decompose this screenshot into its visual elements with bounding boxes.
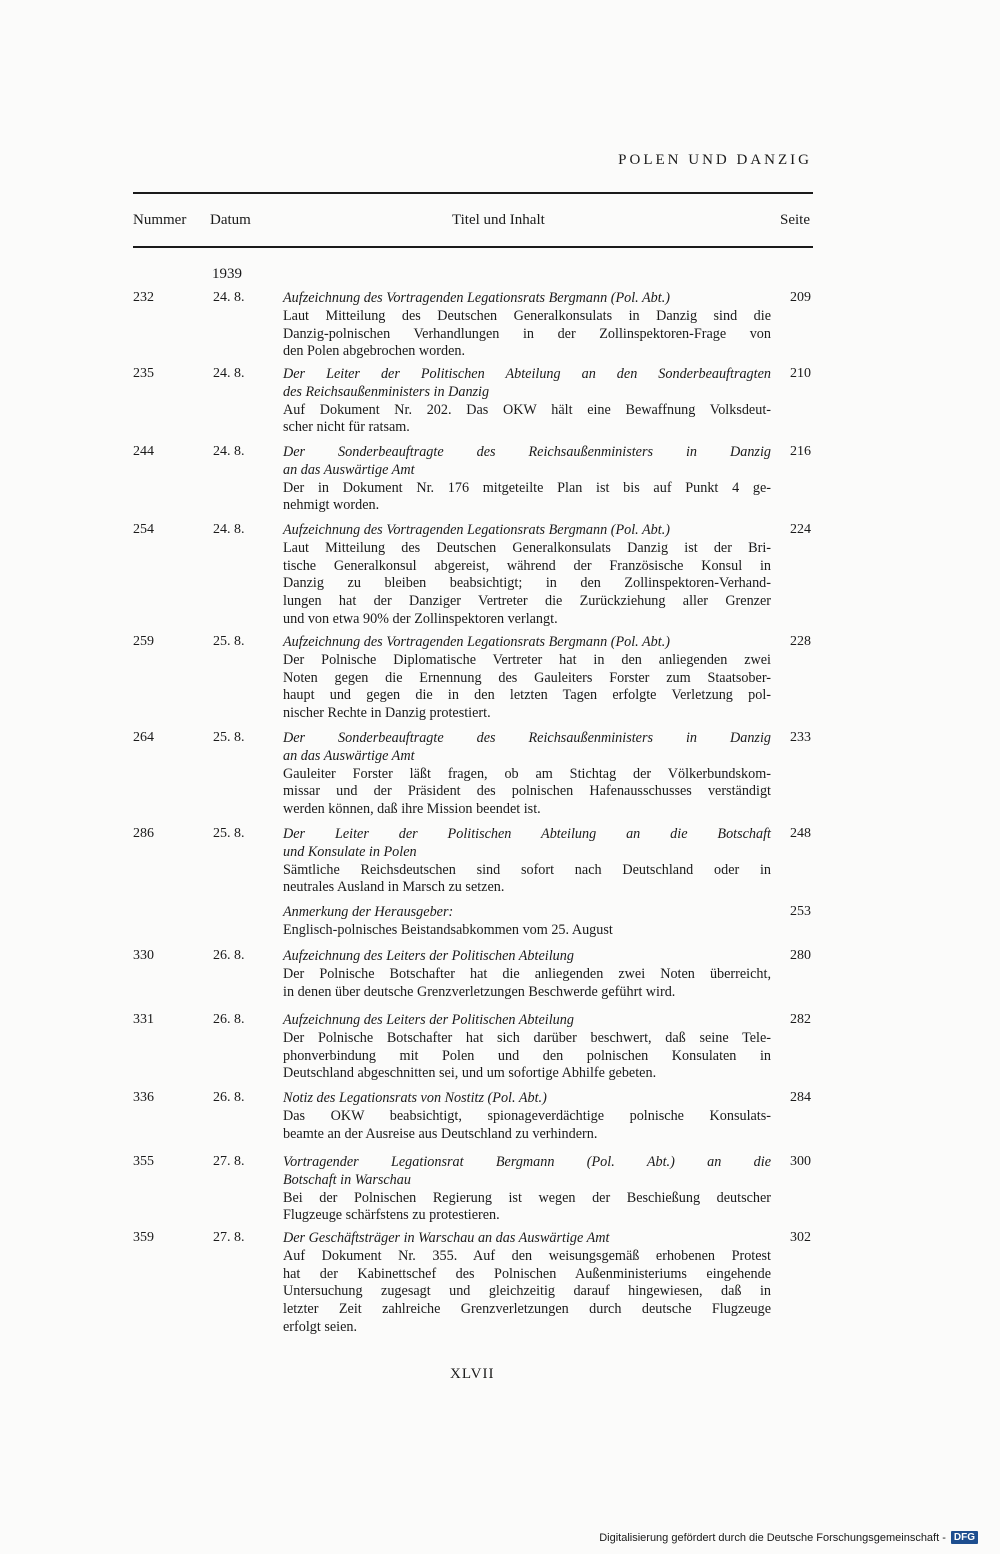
entry-summary (283, 862, 771, 898)
entry-summary-line: Das OKW beabsichtigt, spionageverdächtige polnische Konsulats- (283, 1107, 771, 1124)
entry-page: 233 (790, 730, 811, 745)
entry-title-line: an das Auswärtige Amt (283, 461, 415, 478)
entry-body (283, 826, 771, 897)
entry-date: 25. 8. (213, 730, 245, 745)
entry-body (283, 1154, 771, 1225)
entry-page: 253 (790, 904, 811, 919)
entry-title-line: Aufzeichnung des Leiters der Politischen Abteilung (283, 1012, 574, 1028)
entry-title-line: und Konsulate in Polen (283, 843, 417, 860)
entry-summary-line: nehmigt worden. (283, 497, 380, 514)
entry-title (283, 634, 771, 652)
entry-body (283, 522, 771, 629)
entry-number: 244 (133, 444, 154, 459)
entry-title (283, 1154, 771, 1190)
entry-summary-line: Der Polnische Diplomatische Vertreter hat in den anliegenden zwei (283, 651, 771, 668)
entry-title (283, 444, 771, 480)
entry-summary-line: tische Generalkonsul abgereist, während der Französische Konsul in (283, 557, 771, 574)
entry-body (283, 634, 771, 723)
entry-date: 27. 8. (213, 1230, 245, 1245)
entry-summary (283, 1248, 771, 1337)
entry-body (283, 948, 771, 1001)
year-label: 1939 (212, 266, 242, 282)
entry-summary-line: in denen über deutsche Grenzverletzungen Beschwerde geführt wird. (283, 983, 676, 1000)
header-rule-bottom (133, 246, 813, 248)
column-header-page: Seite (780, 212, 810, 228)
entry-title-line: an das Auswärtige Amt (283, 747, 415, 764)
entry-date: 24. 8. (213, 290, 245, 305)
entry-number: 359 (133, 1230, 154, 1245)
entry-summary-line: Untersuchung zugesagt und gleichzeitig darauf hingewiesen, daß in (283, 1283, 771, 1300)
entry-number: 330 (133, 948, 154, 963)
entry-title-line: des Reichsaußenministers in Danzig (283, 383, 490, 400)
entry-title (283, 366, 771, 402)
entry-date: 26. 8. (213, 1012, 245, 1027)
entry-number: 355 (133, 1154, 154, 1169)
entry-summary (283, 922, 771, 940)
entry-summary-line: neutrales Ausland in Marsch zu setzen. (283, 879, 505, 896)
entry-summary-line: nischer Rechte in Danzig protestiert. (283, 705, 491, 722)
entry-number: 232 (133, 290, 154, 305)
entry-page: 209 (790, 290, 811, 305)
entry-number: 259 (133, 634, 154, 649)
entry-summary-line: Noten gegen die Ernennung des Gauleiters Forster zum Staatsober- (283, 669, 771, 686)
entry-summary-line: Auf Dokument Nr. 202. Das OKW hält eine Bewaffnung Volksdeut- (283, 401, 771, 418)
header-rule-top (133, 192, 813, 194)
entry-page: 280 (790, 948, 811, 963)
entry-page: 248 (790, 826, 811, 841)
entry-title-line: Anmerkung der Herausgeber: (283, 904, 454, 920)
entry-title (283, 730, 771, 766)
entry-summary-line: Der in Dokument Nr. 176 mitgeteilte Plan ist bis auf Punkt 4 ge- (283, 479, 771, 496)
entry-title-line: Aufzeichnung des Vortragenden Legationsrats Bergmann (Pol. Abt.) (283, 634, 670, 650)
entry-title-line: Botschaft in Warschau (283, 1171, 411, 1188)
footer-text: Digitalisierung gefördert durch die Deutsche Forschungsgemeinschaft - (599, 1531, 946, 1544)
entry-summary-line: erfolgt seien. (283, 1318, 358, 1335)
entry-summary-line: Auf Dokument Nr. 355. Auf den weisungsgemäß erhobenen Protest (283, 1247, 771, 1264)
entry-body (283, 904, 771, 940)
entry-page: 282 (790, 1012, 811, 1027)
digitization-footer (599, 1531, 978, 1544)
entry-body (283, 1090, 771, 1143)
running-head: POLEN UND DANZIG (618, 152, 812, 168)
entry-number: 331 (133, 1012, 154, 1027)
entry-summary (283, 1030, 771, 1083)
entry-date: 24. 8. (213, 366, 245, 381)
entry-summary-line: werden können, daß ihre Mission beendet ist. (283, 801, 541, 818)
entry-summary-line: Der Polnische Botschafter hat sich darüber beschwert, daß seine Tele- (283, 1029, 771, 1046)
entry-summary-line: Deutschland abgeschnitten sei, und um sofortige Abhilfe gebeten. (283, 1065, 657, 1082)
entry-summary (283, 966, 771, 1002)
column-header-date: Datum (210, 212, 251, 228)
entry-summary-line: hat der Kabinettschef des Polnischen Außenministeriums eingehende (283, 1265, 771, 1282)
entry-summary-line: Sämtliche Reichsdeutschen sind sofort nach Deutschland oder in (283, 861, 771, 878)
entry-summary-line: Laut Mitteilung des Deutschen Generalkonsulats in Danzig sind die (283, 307, 771, 324)
entry-body (283, 1012, 771, 1083)
entry-date: 27. 8. (213, 1154, 245, 1169)
entry-title-line: Vortragender Legationsrat Bergmann (Pol. Abt.) an die (283, 1154, 771, 1170)
entry-summary (283, 540, 771, 629)
entry-title-line: Aufzeichnung des Vortragenden Legationsrats Bergmann (Pol. Abt.) (283, 522, 670, 538)
entry-page: 210 (790, 366, 811, 381)
entry-summary (283, 652, 771, 723)
entry-summary-line: Flugzeuge schärfstens zu protestieren. (283, 1207, 500, 1224)
entry-date: 24. 8. (213, 444, 245, 459)
entry-page: 302 (790, 1230, 811, 1245)
entry-summary-line: Gauleiter Forster läßt fragen, ob am Stichtag der Völkerbundskom- (283, 765, 771, 782)
entry-number: 264 (133, 730, 154, 745)
entry-summary-line: beamte an der Ausreise aus Deutschland zu verhindern. (283, 1125, 598, 1142)
entry-summary-line: Bei der Polnischen Regierung ist wegen der Beschießung deutscher (283, 1189, 771, 1206)
entry-summary-line: phonverbindung mit Polen und den polnischen Konsulaten in (283, 1047, 771, 1064)
page-folio: XLVII (450, 1366, 495, 1382)
entry-number: 254 (133, 522, 154, 537)
entry-summary-line: Laut Mitteilung des Deutschen Generalkonsulats Danzig ist der Bri- (283, 539, 771, 556)
entry-date: 25. 8. (213, 826, 245, 841)
entry-summary-line: letzter Zeit zahlreiche Grenzverletzungen durch deutsche Flugzeuge (283, 1301, 771, 1318)
entry-summary-line: missar und der Präsident des polnischen Hafenausschusses verständigt (283, 783, 771, 800)
entry-title-line: Der Geschäftsträger in Warschau an das Auswärtige Amt (283, 1230, 610, 1246)
column-header-number: Nummer (133, 212, 187, 228)
entry-page: 284 (790, 1090, 811, 1105)
entry-body (283, 290, 771, 361)
entry-title-line: Aufzeichnung des Leiters der Politischen Abteilung (283, 948, 574, 964)
entry-title (283, 1090, 771, 1108)
entry-date: 26. 8. (213, 948, 245, 963)
entry-body (283, 1230, 771, 1337)
dfg-logo: DFG (951, 1531, 978, 1544)
entry-body (283, 444, 771, 515)
entry-page: 224 (790, 522, 811, 537)
entry-title-line: Der Sonderbeauftragte des Reichsaußenministers in Danzig (283, 444, 771, 460)
entry-title (283, 826, 771, 862)
entry-summary-line: den Polen abgebrochen worden. (283, 343, 466, 360)
entry-summary (283, 402, 771, 438)
entry-summary (283, 1190, 771, 1226)
entry-page: 300 (790, 1154, 811, 1169)
entry-title (283, 1012, 771, 1030)
entry-number: 235 (133, 366, 154, 381)
entry-title-line: Notiz des Legationsrats von Nostitz (Pol. Abt.) (283, 1090, 547, 1106)
entry-summary (283, 308, 771, 361)
entry-number: 336 (133, 1090, 154, 1105)
entry-title-line: Der Leiter der Politischen Abteilung an die Botschaft (283, 826, 771, 842)
entry-date: 25. 8. (213, 634, 245, 649)
entry-page: 216 (790, 444, 811, 459)
entry-summary-line: Der Polnische Botschafter hat die anliegenden zwei Noten überreicht, (283, 965, 771, 982)
entry-date: 26. 8. (213, 1090, 245, 1105)
entry-number: 286 (133, 826, 154, 841)
entry-summary (283, 1108, 771, 1144)
entry-page: 228 (790, 634, 811, 649)
entry-body (283, 366, 771, 437)
entry-date: 24. 8. (213, 522, 245, 537)
entry-summary-line: haupt und gegen die in den letzten Tagen erfolgte Verletzung pol- (283, 687, 771, 704)
entry-title (283, 522, 771, 540)
entry-title (283, 290, 771, 308)
entry-body (283, 730, 771, 819)
entry-summary-line: lungen hat der Danziger Vertreter die Zurückziehung aller Grenzer (283, 593, 771, 610)
entry-summary (283, 766, 771, 819)
entry-summary-line: Englisch-polnisches Beistandsabkommen vom 25. August (283, 921, 613, 938)
entry-title (283, 948, 771, 966)
entry-title-line: Der Leiter der Politischen Abteilung an den Sonderbeauftragten (283, 366, 771, 382)
entry-summary-line: Danzig-polnischen Verhandlungen in der Zollinspektoren-Frage von (283, 325, 771, 342)
entry-title (283, 904, 771, 922)
entry-summary-line: scher nicht für ratsam. (283, 419, 410, 436)
entry-summary-line: Danzig zu bleiben beabsichtigt; in den Zollinspektoren-Verhand- (283, 575, 771, 592)
entry-summary-line: und von etwa 90% der Zollinspektoren verlangt. (283, 610, 558, 627)
entry-summary (283, 480, 771, 516)
entry-title-line: Aufzeichnung des Vortragenden Legationsrats Bergmann (Pol. Abt.) (283, 290, 670, 306)
entry-title (283, 1230, 771, 1248)
entry-title-line: Der Sonderbeauftragte des Reichsaußenministers in Danzig (283, 730, 771, 746)
column-header-title: Titel und Inhalt (452, 212, 545, 228)
